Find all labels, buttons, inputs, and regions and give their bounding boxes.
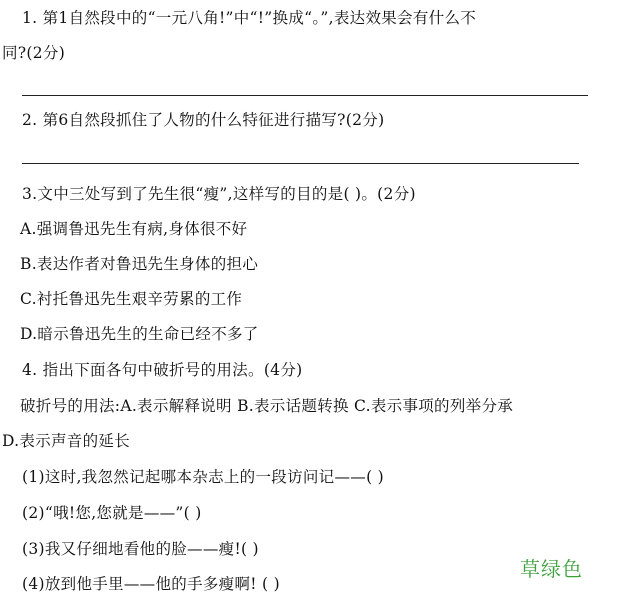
q4-stem: 4. 指出下面各句中破折号的用法。(4分) (22, 361, 303, 379)
q3-option-d: D.暗示鲁迅先生的生命已经不多了 (20, 325, 259, 343)
q3-option-b: B.表达作者对鲁迅先生身体的担心 (20, 255, 259, 273)
q1-line-2: 同?(2分) (2, 44, 66, 62)
color-watermark-label: 草绿色 (520, 557, 583, 581)
q4-item-1: (1)这时,我忽然记起哪本杂志上的一段访问记——( ) (22, 468, 385, 486)
q1-line-1: 1. 第1自然段中的“一元八角!”中“!”换成“。”,表达效果会有什么不 (22, 9, 477, 27)
q4-item-4: (4)放到他手里——他的手多瘦啊! ( ) (22, 575, 280, 593)
q2-answer-line (22, 163, 579, 164)
q4-item-2: (2)“哦!您,您就是——”( ) (22, 504, 202, 522)
q3-stem: 3.文中三处写到了先生很“瘦”,这样写的目的是( )。(2分) (22, 185, 416, 203)
q4-item-3: (3)我又仔细地看他的脸——瘦!( ) (22, 540, 259, 558)
q4-usage-line-1: 破折号的用法:A.表示解释说明 B.表示话题转换 C.表示事项的列举分承 (20, 397, 514, 415)
q3-option-c: C.衬托鲁迅先生艰辛劳累的工作 (20, 290, 243, 308)
q2-text: 2. 第6自然段抓住了人物的什么特征进行描写?(2分) (22, 111, 385, 129)
q1-answer-line (22, 95, 588, 96)
q3-option-a: A.强调鲁迅先生有病,身体很不好 (20, 220, 248, 238)
q4-usage-line-2: D.表示声音的延长 (2, 432, 131, 450)
